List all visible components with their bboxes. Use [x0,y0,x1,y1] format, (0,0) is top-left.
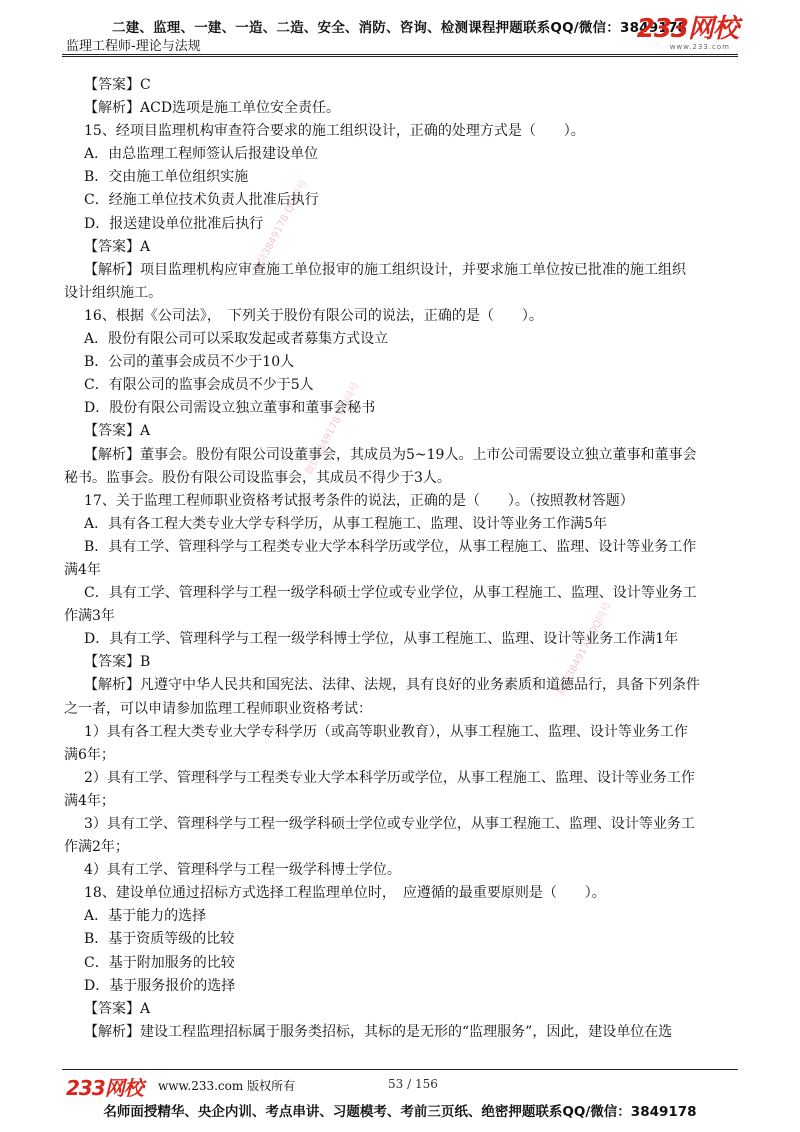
answer-line: 【答案】A [84,1000,151,1017]
header-ad-text: 二建、监理、一建、一造、二造、安全、消防、咨询、检测课程押题联系QQ/微信：3849178 [112,20,688,36]
brand-logo-site: www.233.com [669,43,730,51]
option-line: A．由总监理工程师签认后报建设单位 [84,146,319,163]
option-line: B．公司的董事会成员不少于10人 [84,354,295,371]
option-line: C．有限公司的监事会成员不少于5人 [84,377,314,394]
option-line: D．股份有限公司需设立独立董事和董事会秘书 [84,400,376,417]
analysis-line: 【解析】建设工程监理招标属于服务类招标，其标的是无形的“监理服务”，因此，建设单位在选 [84,1023,673,1040]
question-16: 16、根据《公司法》， 下列关于股份有限公司的说法，正确的是（ ）。 [84,307,543,324]
option-line: D．报送建设单位批准后执行 [84,215,264,232]
option-line: B．基于资质等级的比较 [84,931,235,948]
document-body [64,74,740,1044]
option-line: D．具有工学、管理科学与工程一级学科博士学位，从事工程施工、监理、设计等业务工作满1年 [84,631,679,648]
analysis-item-continued: 满6年； [64,746,115,763]
option-line: C．具有工学、管理科学与工程一级学科硕士学位或专业学位，从事工程施工、监理、设计等业务工 [84,585,697,602]
analysis-item: 4）具有工学、管理科学与工程一级学科博士学位。 [84,862,401,879]
option-line: C．经施工单位技术负责人批准后执行 [84,192,319,209]
footer-brand-logo: 233网校 [66,1076,143,1100]
analysis-line-continued: 秘书。监事会。股份有限公司设监事会，其成员不得少于3人。 [64,469,451,486]
watermark: 微信3849178 QQ同号 [555,600,614,698]
question-18: 18、建设单位通过招标方式选择工程监理单位时， 应遵循的最重要原则是（ ）。 [84,885,606,902]
page-number: 53 / 156 [388,1077,438,1091]
option-line-continued: 作满3年 [64,608,115,625]
answer-line: 【答案】B [84,654,151,671]
option-line: B．交由施工单位组织实施 [84,169,249,186]
watermark: 微信3849178 QQ同号 [303,380,362,478]
analysis-line: 【解析】凡遵守中华人民共和国宪法、法律、法规，具有良好的业务素质和道德品行，具备下列条件 [84,677,700,694]
option-line: C．基于附加服务的比较 [84,954,235,971]
question-15: 15、经项目监理机构审查符合要求的施工组织设计，正确的处理方式是（ ）。 [84,123,585,140]
analysis-item: 2）具有工学、管理科学与工程类专业大学本科学历或学位，从事工程施工、监理、设计等业务工作 [84,769,695,786]
answer-line: 【答案】A [84,238,151,255]
header-divider-secondary [62,56,738,57]
document-subtitle: 监理工程师-理论与法规 [66,39,201,54]
footer-divider [62,1069,738,1070]
analysis-item-continued: 满4年； [64,792,115,809]
analysis-line-continued: 之一者，可以申请参加监理工程师职业资格考试： [64,700,372,717]
brand-logo: 233网校 [636,14,738,44]
header-divider [62,54,738,55]
option-line-continued: 满4年 [64,561,101,578]
analysis-item-continued: 作满2年； [64,839,129,856]
analysis-line-continued: 设计组织施工。 [64,284,162,301]
analysis-item: 1）具有各工程大类专业大学专科学历（或高等职业教育），从事工程施工、监理、设计等业务工作 [84,723,688,740]
analysis-line: 【解析】项目监理机构应审查施工单位报审的施工组织设计，并要求施工单位按已批准的施工组织 [84,261,686,278]
option-line: A．股份有限公司可以采取发起或者募集方式设立 [84,331,389,348]
question-17: 17、关于监理工程师职业资格考试报考条件的说法，正确的是（ ）。（按照教材答题） [84,492,634,509]
footer-ad-text: 名师面授精华、央企内训、考点串讲、习题模考、考前三页纸、绝密押题联系QQ/微信：3849178 [103,1104,697,1120]
option-line: A．基于能力的选择 [84,908,207,925]
footer-copyright: www.233.com 版权所有 [158,1079,296,1093]
option-line: A．具有各工程大类专业大学专科学历，从事工程施工、监理、设计等业务工作满5年 [84,515,608,532]
analysis-line: 【解析】ACD选项是施工单位安全责任。 [84,100,341,117]
analysis-line: 【解析】董事会。股份有限公司设董事会，其成员为5~19人。上市公司需要设立独立董事和董事会 [84,446,697,463]
option-line: D．基于服务报价的选择 [84,977,236,994]
option-line: B．具有工学、管理科学与工程类专业大学本科学历或学位，从事工程施工、监理、设计等业务工作 [84,538,697,555]
answer-line: 【答案】C [84,77,151,93]
answer-line: 【答案】A [84,423,151,440]
analysis-item: 3）具有工学、管理科学与工程一级学科硕士学位或专业学位，从事工程施工、监理、设计等业务工 [84,816,695,832]
watermark: 微信3849178 QQ同号 [251,178,310,276]
